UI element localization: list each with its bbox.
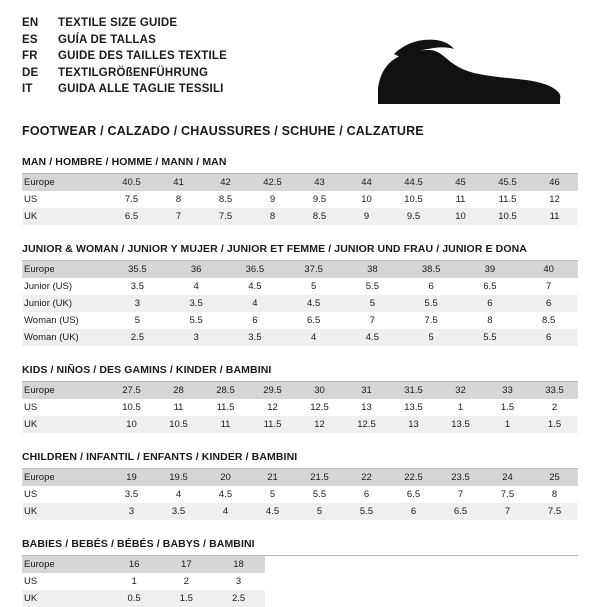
language-code: IT xyxy=(22,83,33,95)
language-title: GUIDE DES TAILLES TEXTILE xyxy=(58,50,227,62)
cell: 17 xyxy=(160,556,212,573)
cell: 19 xyxy=(108,469,155,486)
cell: 6 xyxy=(402,278,461,295)
cell: 1.5 xyxy=(160,590,212,607)
cell: 2 xyxy=(531,399,578,416)
cell: 3.5 xyxy=(155,503,202,520)
cell: 11 xyxy=(155,399,202,416)
cell: 4 xyxy=(167,278,226,295)
cell-empty xyxy=(317,573,369,590)
cell: 1.5 xyxy=(531,416,578,433)
row-label: US xyxy=(22,486,108,503)
cell: 2.5 xyxy=(212,590,264,607)
cell: 1 xyxy=(484,416,531,433)
cell: 42.5 xyxy=(249,174,296,191)
cell: 35.5 xyxy=(108,261,167,278)
cell: 8 xyxy=(155,191,202,208)
cell: 7 xyxy=(484,503,531,520)
cell: 24 xyxy=(484,469,531,486)
cell-empty xyxy=(317,590,369,607)
cell: 5.5 xyxy=(402,295,461,312)
cell: 40 xyxy=(519,261,578,278)
cell: 3 xyxy=(212,573,264,590)
cell: 7 xyxy=(343,312,402,329)
language-code: EN xyxy=(22,17,39,29)
cell: 36 xyxy=(167,261,226,278)
table-row xyxy=(22,312,578,329)
cell-empty xyxy=(265,573,317,590)
language-title: TEXTILE SIZE GUIDE xyxy=(58,17,178,29)
cell: 5 xyxy=(296,503,343,520)
language-title: GUÍA DE TALLAS xyxy=(58,33,156,46)
cell: 6.5 xyxy=(284,312,343,329)
size-table-junior-woman xyxy=(22,261,578,346)
table-row xyxy=(22,278,578,295)
language-code: ES xyxy=(22,33,38,46)
cell: 13 xyxy=(390,416,437,433)
section-kids xyxy=(22,364,578,433)
cell: 10 xyxy=(343,191,390,208)
cell: 9.5 xyxy=(390,208,437,225)
cell-empty xyxy=(526,573,578,590)
row-label: Europe xyxy=(22,382,108,399)
cell: 1 xyxy=(437,399,484,416)
cell: 3.5 xyxy=(108,278,167,295)
cell: 6.5 xyxy=(437,503,484,520)
cell: 11.5 xyxy=(249,416,296,433)
table-row xyxy=(22,590,578,607)
cell: 7 xyxy=(519,278,578,295)
cell-empty xyxy=(526,590,578,607)
cell-empty xyxy=(474,590,526,607)
cell: 4 xyxy=(284,329,343,346)
cell-empty xyxy=(369,590,421,607)
cell: 28 xyxy=(155,382,202,399)
section-title: MAN / HOMBRE / HOMME / MANN / MAN xyxy=(22,156,578,174)
cell: 12.5 xyxy=(296,399,343,416)
cell: 44.5 xyxy=(390,174,437,191)
cell: 10 xyxy=(437,208,484,225)
language-row xyxy=(22,66,227,82)
row-label: US xyxy=(22,573,108,590)
cell-empty xyxy=(474,573,526,590)
cell: 2.5 xyxy=(108,329,167,346)
cell: 21 xyxy=(249,469,296,486)
row-label: Junior (UK) xyxy=(22,295,108,312)
table-row xyxy=(22,174,578,191)
cell: 1.5 xyxy=(484,399,531,416)
cell: 20 xyxy=(202,469,249,486)
cell: 11 xyxy=(531,208,578,225)
cell: 10.5 xyxy=(390,191,437,208)
cell: 42 xyxy=(202,174,249,191)
table-row xyxy=(22,416,578,433)
cell: 9 xyxy=(249,191,296,208)
cell: 6 xyxy=(519,329,578,346)
section-title: BABIES / BEBÉS / BÉBÉS / BABYS / BAMBINI xyxy=(22,538,578,556)
cell: 4.5 xyxy=(202,486,249,503)
cell: 13 xyxy=(343,399,390,416)
cell: 4.5 xyxy=(343,329,402,346)
cell: 7.5 xyxy=(202,208,249,225)
cell: 16 xyxy=(108,556,160,573)
cell: 4.5 xyxy=(226,278,285,295)
cell: 9.5 xyxy=(296,191,343,208)
row-label: UK xyxy=(22,590,108,607)
cell-empty xyxy=(369,556,421,573)
row-label: UK xyxy=(22,416,108,433)
cell: 12 xyxy=(249,399,296,416)
cell: 29.5 xyxy=(249,382,296,399)
cell: 39 xyxy=(461,261,520,278)
cell: 6.5 xyxy=(108,208,155,225)
cell: 23.5 xyxy=(437,469,484,486)
section-man xyxy=(22,156,578,225)
cell: 5.5 xyxy=(296,486,343,503)
cell: 33 xyxy=(484,382,531,399)
size-table-children xyxy=(22,469,578,520)
row-label: UK xyxy=(22,208,108,225)
table-row xyxy=(22,469,578,486)
table-row xyxy=(22,556,578,573)
cell: 3 xyxy=(108,295,167,312)
cell: 37.5 xyxy=(284,261,343,278)
cell: 4.5 xyxy=(284,295,343,312)
section-title: KIDS / NIÑOS / DES GAMINS / KINDER / BAMBINI xyxy=(22,364,578,382)
cell: 33.5 xyxy=(531,382,578,399)
size-table-kids xyxy=(22,382,578,433)
cell: 7 xyxy=(155,208,202,225)
cell: 10.5 xyxy=(484,208,531,225)
cell-empty xyxy=(421,573,473,590)
table-row xyxy=(22,573,578,590)
cell-empty xyxy=(369,573,421,590)
row-label: Junior (US) xyxy=(22,278,108,295)
cell: 41 xyxy=(155,174,202,191)
cell: 8.5 xyxy=(202,191,249,208)
cell: 44 xyxy=(343,174,390,191)
row-label: Woman (US) xyxy=(22,312,108,329)
cell: 38.5 xyxy=(402,261,461,278)
cell: 11 xyxy=(437,191,484,208)
cell: 27.5 xyxy=(108,382,155,399)
cell: 36.5 xyxy=(226,261,285,278)
cell: 10.5 xyxy=(108,399,155,416)
section-title: JUNIOR & WOMAN / JUNIOR Y MUJER / JUNIOR ET FEMME / JUNIOR UND FRAU / JUNIOR E DONA xyxy=(22,243,578,261)
cell: 5 xyxy=(284,278,343,295)
cell: 4 xyxy=(226,295,285,312)
cell: 2 xyxy=(160,573,212,590)
cell: 3 xyxy=(167,329,226,346)
cell: 40.5 xyxy=(108,174,155,191)
section-title: CHILDREN / INFANTIL / ENFANTS / KINDER / BAMBINI xyxy=(22,451,578,469)
cell: 4 xyxy=(202,503,249,520)
language-row xyxy=(22,33,227,49)
size-table-babies xyxy=(22,556,578,607)
cell: 10.5 xyxy=(155,416,202,433)
cell: 5.5 xyxy=(461,329,520,346)
table-row xyxy=(22,295,578,312)
section-babies xyxy=(22,538,578,607)
document-header xyxy=(22,16,578,110)
cell: 28.5 xyxy=(202,382,249,399)
cell: 8.5 xyxy=(296,208,343,225)
cell: 11.5 xyxy=(484,191,531,208)
cell: 11 xyxy=(202,416,249,433)
cell: 46 xyxy=(531,174,578,191)
cell: 6 xyxy=(226,312,285,329)
cell: 6.5 xyxy=(390,486,437,503)
cell: 32 xyxy=(437,382,484,399)
cell: 43 xyxy=(296,174,343,191)
cell-empty xyxy=(474,556,526,573)
cell: 7.5 xyxy=(108,191,155,208)
row-label: UK xyxy=(22,503,108,520)
cell: 6.5 xyxy=(461,278,520,295)
cell: 19.5 xyxy=(155,469,202,486)
cell: 1 xyxy=(108,573,160,590)
table-row xyxy=(22,329,578,346)
cell: 4 xyxy=(155,486,202,503)
cell-empty xyxy=(526,556,578,573)
cell: 5 xyxy=(402,329,461,346)
cell: 6 xyxy=(390,503,437,520)
row-label: US xyxy=(22,399,108,416)
cell: 6 xyxy=(343,486,390,503)
cell: 3.5 xyxy=(167,295,226,312)
cell: 13.5 xyxy=(390,399,437,416)
language-row xyxy=(22,82,227,98)
language-code: FR xyxy=(22,50,38,62)
language-title-list xyxy=(22,16,227,98)
row-label: Europe xyxy=(22,556,108,573)
cell-empty xyxy=(265,556,317,573)
cell: 12 xyxy=(531,191,578,208)
cell: 22.5 xyxy=(390,469,437,486)
cell: 0.5 xyxy=(108,590,160,607)
cell: 7.5 xyxy=(402,312,461,329)
table-row xyxy=(22,486,578,503)
cell: 30 xyxy=(296,382,343,399)
section-children xyxy=(22,451,578,520)
cell: 25 xyxy=(531,469,578,486)
cell: 5.5 xyxy=(343,278,402,295)
row-label: Europe xyxy=(22,469,108,486)
language-title: TEXTILGRÖßENFÜHRUNG xyxy=(58,66,209,79)
table-row xyxy=(22,191,578,208)
row-label: Woman (UK) xyxy=(22,329,108,346)
table-row xyxy=(22,208,578,225)
language-title: GUIDA ALLE TAGLIE TESSILI xyxy=(58,83,224,95)
cell: 8 xyxy=(461,312,520,329)
row-label: Europe xyxy=(22,261,108,278)
cell: 6 xyxy=(519,295,578,312)
cell: 7.5 xyxy=(531,503,578,520)
cell: 6 xyxy=(461,295,520,312)
cell: 5.5 xyxy=(167,312,226,329)
table-row xyxy=(22,399,578,416)
cell: 5.5 xyxy=(343,503,390,520)
language-code: DE xyxy=(22,66,39,79)
cell-empty xyxy=(421,590,473,607)
table-row xyxy=(22,261,578,278)
language-row xyxy=(22,16,227,32)
cell: 11.5 xyxy=(202,399,249,416)
row-label: Europe xyxy=(22,174,108,191)
cell: 45 xyxy=(437,174,484,191)
cell-empty xyxy=(317,556,369,573)
cell: 8.5 xyxy=(519,312,578,329)
cell: 31.5 xyxy=(390,382,437,399)
cell: 3 xyxy=(108,503,155,520)
table-row xyxy=(22,503,578,520)
cell: 8 xyxy=(249,208,296,225)
cell: 7 xyxy=(437,486,484,503)
cell: 31 xyxy=(343,382,390,399)
cell: 38 xyxy=(343,261,402,278)
cell: 5 xyxy=(249,486,296,503)
table-row xyxy=(22,382,578,399)
cell: 45.5 xyxy=(484,174,531,191)
cell: 8 xyxy=(531,486,578,503)
cell-empty xyxy=(421,556,473,573)
cell: 18 xyxy=(212,556,264,573)
cell: 7.5 xyxy=(484,486,531,503)
cell: 9 xyxy=(343,208,390,225)
cell: 13.5 xyxy=(437,416,484,433)
cell: 12 xyxy=(296,416,343,433)
dress-shoe-icon xyxy=(370,30,570,110)
cell-empty xyxy=(265,590,317,607)
language-row xyxy=(22,49,227,65)
cell: 12.5 xyxy=(343,416,390,433)
cell: 10 xyxy=(108,416,155,433)
section-junior-woman xyxy=(22,243,578,346)
cell: 22 xyxy=(343,469,390,486)
cell: 5 xyxy=(108,312,167,329)
cell: 4.5 xyxy=(249,503,296,520)
cell: 21.5 xyxy=(296,469,343,486)
cell: 3.5 xyxy=(226,329,285,346)
document-subtitle: FOOTWEAR / CALZADO / CHAUSSURES / SCHUHE / CALZATURE xyxy=(22,124,424,138)
row-label: US xyxy=(22,191,108,208)
size-table-man xyxy=(22,174,578,225)
cell: 3.5 xyxy=(108,486,155,503)
cell: 5 xyxy=(343,295,402,312)
